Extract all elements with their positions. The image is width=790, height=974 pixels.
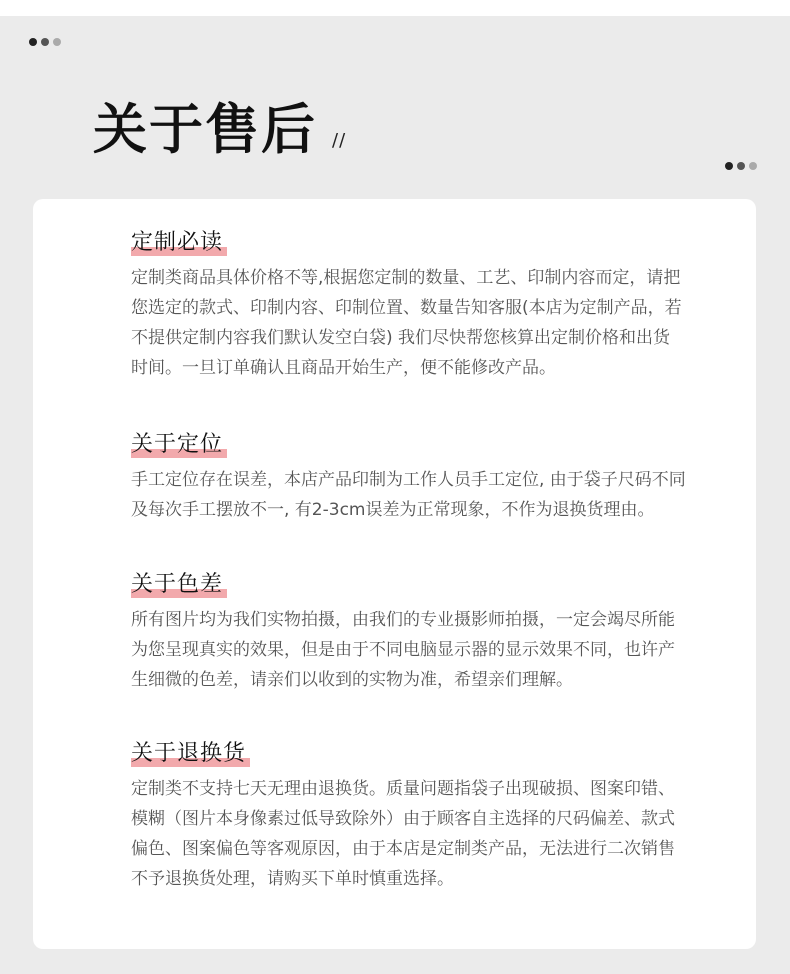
section-heading: 关于退换货 bbox=[131, 741, 247, 766]
decorative-dots-top bbox=[29, 38, 61, 46]
section-returns bbox=[131, 740, 691, 894]
decorative-dots-right bbox=[725, 162, 757, 170]
dot-mid bbox=[737, 162, 745, 170]
section-color-difference bbox=[131, 571, 691, 695]
title-slash-mark: // bbox=[332, 130, 347, 151]
section-heading-wrap bbox=[131, 740, 246, 774]
dot-dark bbox=[725, 162, 733, 170]
section-heading: 关于色差 bbox=[131, 572, 224, 597]
section-heading: 关于定位 bbox=[131, 432, 224, 457]
section-body: 定制类商品具体价格不等,根据您定制的数量、工艺、印制内容而定，请把您选定的款式、印制内容、印制位置、数量告知客服(本店为定制产品，若不提供定制内容我们默认发空白袋) 我们尽快帮您核算出定制价格和出货时间。一旦订单确认且商品开始生产，便不能修改产品。 bbox=[131, 268, 682, 378]
section-heading-wrap bbox=[131, 431, 223, 465]
dot-mid bbox=[41, 38, 49, 46]
section-heading: 定制必读 bbox=[131, 230, 224, 255]
section-positioning bbox=[131, 431, 691, 525]
section-heading-wrap bbox=[131, 229, 223, 263]
section-heading-wrap bbox=[131, 571, 223, 605]
section-body: 定制类不支持七天无理由退换货。质量问题指袋子出现破损、图案印错、模糊（图片本身像素过低导致除外）由于顾客自主选择的尺码偏差、款式偏色、图案偏色等客观原因，由于本店是定制类产品，无法进行二次销售不予退换货处理，请购买下单时慎重选择。 bbox=[131, 779, 675, 889]
page-title: 关于售后 bbox=[93, 98, 317, 161]
dot-dark bbox=[29, 38, 37, 46]
section-body: 手工定位存在误差，本店产品印制为工作人员手工定位, 由于袋子尺码不同及每次手工摆放不一, 有2-3cm误差为正常现象，不作为退换货理由。 bbox=[131, 470, 686, 520]
section-body: 所有图片均为我们实物拍摄，由我们的专业摄影师拍摄，一定会竭尽所能为您呈现真实的效果，但是由于不同电脑显示器的显示效果不同，也许产生细微的色差，请亲们以收到的实物为准，希望亲们理解。 bbox=[131, 610, 675, 690]
section-custom-notice bbox=[131, 229, 691, 383]
dot-light bbox=[53, 38, 61, 46]
dot-light bbox=[749, 162, 757, 170]
